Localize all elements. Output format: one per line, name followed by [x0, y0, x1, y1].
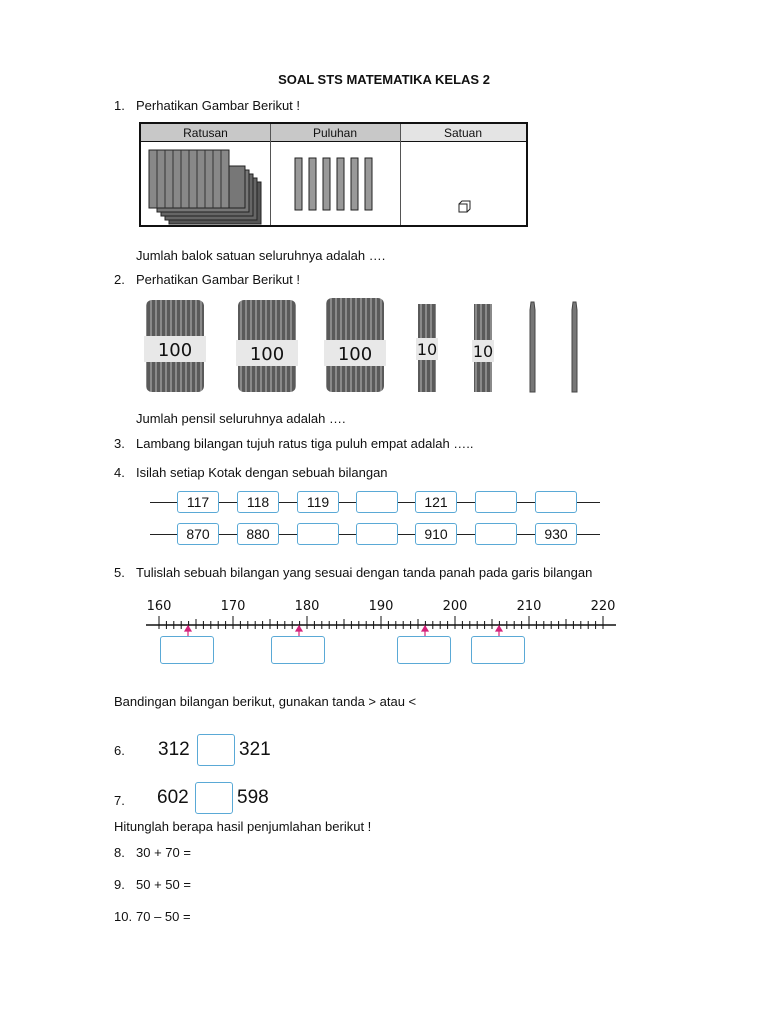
header-satuan: Satuan: [400, 124, 526, 142]
q2-question: Jumlah pensil seluruhnya adalah ….: [136, 411, 346, 426]
q2-number: 2.: [114, 272, 125, 287]
tick-label: 210: [516, 599, 542, 614]
q3-text: Lambang bilangan tujuh ratus tiga puluh empat adalah …..: [136, 436, 474, 451]
q8-number: 8.: [114, 845, 125, 860]
tens-rods-icon: [295, 158, 372, 210]
numberline-answer-box[interactable]: [471, 636, 525, 664]
numberline-answer-box[interactable]: [271, 636, 325, 664]
tick-label: 160: [146, 599, 172, 614]
seq2-box: 910: [415, 523, 457, 545]
tick-label: 220: [590, 599, 616, 614]
single-pencil-icon: [572, 302, 577, 392]
q7-number: 7.: [114, 793, 125, 808]
unit-cube-icon: [459, 201, 470, 212]
q9-number: 9.: [114, 877, 125, 892]
place-value-table: [139, 122, 528, 227]
page-title: SOAL STS MATEMATIKA KELAS 2: [278, 72, 490, 87]
q7-answer-box[interactable]: [195, 782, 233, 814]
seq2-box: 930: [535, 523, 577, 545]
bundle-label: 100: [337, 344, 373, 365]
q10-number: 10.: [114, 909, 133, 924]
bundle-label: 100: [249, 344, 285, 365]
q10-text: 70 – 50 =: [136, 909, 191, 924]
q5-number: 5.: [114, 565, 125, 580]
bundle-100-icon: [144, 300, 206, 392]
q4-number: 4.: [114, 465, 125, 480]
seq1-answer-box[interactable]: [535, 491, 577, 513]
q1-question: Jumlah balok satuan seluruhnya adalah ….: [136, 248, 386, 263]
q7-right-number: 598: [237, 787, 269, 808]
seq2-box: 880: [237, 523, 279, 545]
seq2-answer-box[interactable]: [297, 523, 339, 545]
bundle-100-icon: [236, 300, 298, 392]
q2-prompt: Perhatikan Gambar Berikut !: [136, 272, 301, 287]
numberline-answer-box[interactable]: [397, 636, 451, 664]
q6-answer-box[interactable]: [197, 734, 235, 766]
seq1-box: 121: [415, 491, 457, 513]
tick-label: 190: [368, 599, 394, 614]
q8-text: 30 + 70 =: [136, 845, 191, 860]
tick-label: 170: [220, 599, 246, 614]
q4-text: Isilah setiap Kotak dengan sebuah bilangan: [136, 465, 388, 480]
q1-prompt: Perhatikan Gambar Berikut !: [136, 98, 301, 113]
pencil-bundles: [140, 292, 600, 397]
seq2-answer-box[interactable]: [475, 523, 517, 545]
seq2-box: 870: [177, 523, 219, 545]
q3-number: 3.: [114, 436, 125, 451]
q1-number: 1.: [114, 98, 125, 113]
base-ten-blocks: [141, 142, 526, 225]
seq1-box: 118: [237, 491, 279, 513]
q5-text: Tulislah sebuah bilangan yang sesuai dengan tanda panah pada garis bilangan: [136, 565, 593, 580]
seq2-answer-box[interactable]: [356, 523, 398, 545]
seq1-answer-box[interactable]: [356, 491, 398, 513]
bundle-label: 10: [472, 342, 494, 361]
q7-left-number: 602: [157, 787, 189, 808]
bundle-label: 10: [416, 340, 438, 359]
hundreds-flats-icon: [149, 150, 261, 224]
tick-label: 200: [442, 599, 468, 614]
single-pencil-icon: [530, 302, 535, 392]
bundle-100-icon: [324, 298, 386, 392]
header-ratusan: Ratusan: [141, 124, 270, 142]
q6-right-number: 321: [239, 739, 271, 760]
q9-text: 50 + 50 =: [136, 877, 191, 892]
sum-instruction: Hitunglah berapa hasil penjumlahan berikut !: [114, 819, 372, 834]
q6-left-number: 312: [158, 739, 190, 760]
bundle-10-icon: [472, 304, 494, 392]
bundle-label: 100: [157, 340, 193, 361]
tick-label: 180: [294, 599, 320, 614]
seq1-answer-box[interactable]: [475, 491, 517, 513]
bundle-10-icon: [416, 304, 438, 392]
q6-number: 6.: [114, 743, 125, 758]
seq1-box: 117: [177, 491, 219, 513]
numberline-answer-box[interactable]: [160, 636, 214, 664]
seq1-box: 119: [297, 491, 339, 513]
header-puluhan: Puluhan: [270, 124, 400, 142]
compare-instruction: Bandingan bilangan berikut, gunakan tanda > atau <: [114, 694, 417, 709]
